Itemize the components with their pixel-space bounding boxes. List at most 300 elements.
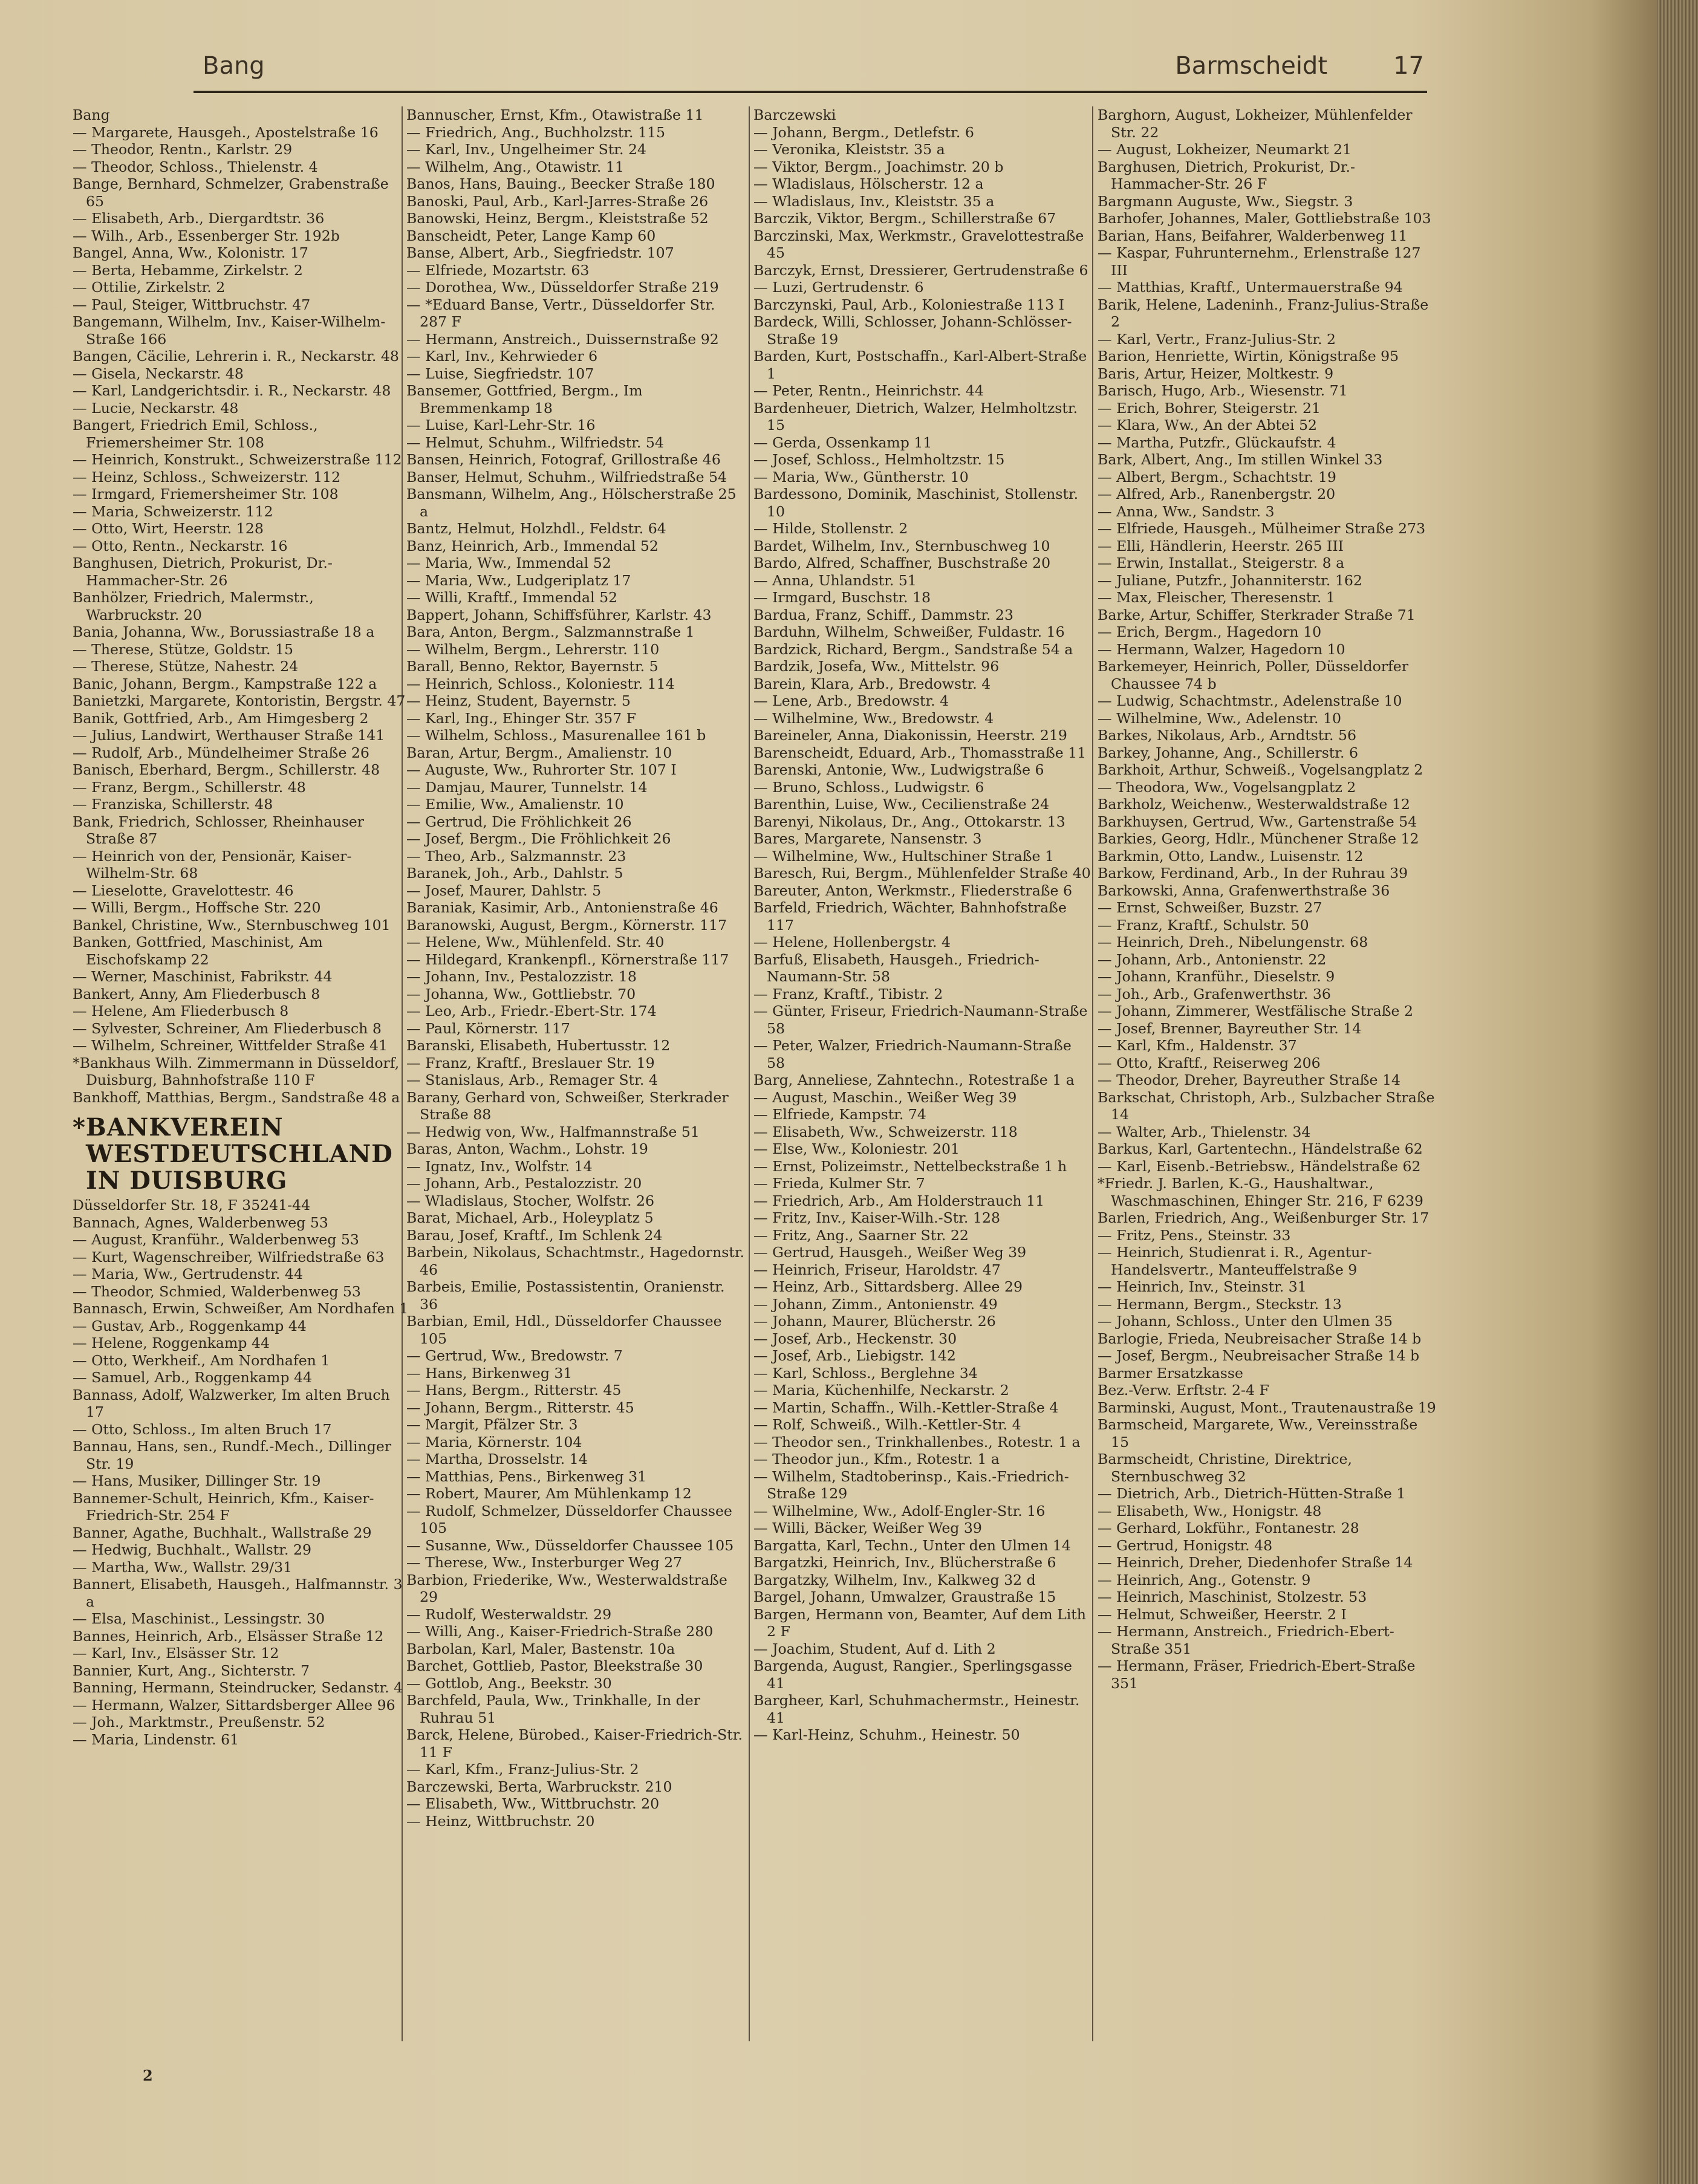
- directory-entry: — August, Kranführ., Walderbenweg 53: [73, 1231, 359, 1248]
- directory-entry: — *Eduard Banse, Vertr., Düsseldorfer Str. 287 F: [406, 296, 715, 330]
- directory-entry: Barkschat, Christoph, Arb., Sulzbacher Straße 14: [1098, 1088, 1435, 1123]
- directory-entry: — Heinrich, Maschinist, Stolzestr. 53: [1098, 1588, 1367, 1605]
- directory-entry: Bangert, Friedrich Emil, Schloss., Friemersheimer Str. 108: [73, 417, 318, 451]
- directory-entry: Bareineler, Anna, Diakonissin, Heerstr. 219: [753, 727, 1067, 744]
- directory-entry: — Erich, Bergm., Hagedorn 10: [1098, 623, 1322, 640]
- directory-entry: — Wilhelmine, Ww., Bredowstr. 4: [753, 709, 994, 727]
- directory-entry: — Anna, Uhlandstr. 51: [753, 571, 917, 589]
- directory-entry: — Heinrich, Dreh., Nibelungenstr. 68: [1098, 934, 1368, 951]
- directory-entry: — Werner, Maschinist, Fabrikstr. 44: [73, 968, 333, 985]
- directory-entry: — August, Lokheizer, Neumarkt 21: [1098, 141, 1352, 158]
- directory-entry: — Maria, Lindenstr. 61: [73, 1731, 239, 1748]
- directory-entry: — Karl-Heinz, Schuhm., Heinestr. 50: [753, 1726, 1020, 1743]
- directory-entry: — Elfriede, Kampstr. 74: [753, 1106, 926, 1123]
- directory-entry: — Hilde, Stollenstr. 2: [753, 520, 908, 537]
- directory-entry: Banse, Albert, Arb., Siegfriedstr. 107: [406, 244, 674, 261]
- directory-entry: — Ernst, Polizeimstr., Nettelbeckstraße 1 h: [753, 1157, 1067, 1175]
- directory-entry: Barkowski, Anna, Grafenwerthstraße 36: [1098, 882, 1390, 899]
- directory-entry: Bangen, Cäcilie, Lehrerin i. R., Neckarstr. 48: [73, 348, 399, 365]
- directory-entry: — Margit, Pfälzer Str. 3: [406, 1416, 578, 1433]
- directory-entry: — Karl, Inv., Kehrwieder 6: [406, 348, 598, 365]
- directory-entry: — Gertrud, Ww., Bredowstr. 7: [406, 1347, 623, 1364]
- directory-entry: — Willi, Bergm., Hoffsche Str. 220: [73, 899, 321, 916]
- directory-entry: Bargatzky, Wilhelm, Inv., Kalkweg 32 d: [753, 1571, 1036, 1588]
- directory-entry: Bargel, Johann, Umwalzer, Graustraße 15: [753, 1588, 1056, 1605]
- directory-entry: Baranski, Elisabeth, Hubertusstr. 12: [406, 1037, 671, 1054]
- directory-entry: Bardo, Alfred, Schaffner, Buschstraße 20: [753, 554, 1051, 571]
- directory-entry: Barghorn, August, Lokheizer, Mühlenfelder Str. 22: [1098, 106, 1413, 141]
- directory-entry: Banietzki, Margarete, Kontoristin, Bergstr. 47: [73, 692, 406, 709]
- directory-entry: — Maria, Ww., Immendal 52: [406, 554, 611, 571]
- directory-entry: — Martha, Drosselstr. 14: [406, 1451, 588, 1467]
- directory-entry: — Elsa, Maschinist., Lessingstr. 30: [73, 1610, 325, 1627]
- column-1: [73, 106, 411, 2059]
- directory-entry: — Hedwig, Buchhalt., Wallstr. 29: [73, 1541, 311, 1558]
- directory-entry: — August, Maschin., Weißer Weg 39: [753, 1088, 1017, 1106]
- directory-entry: Bansmann, Wilhelm, Ang., Hölscherstraße 25 a: [406, 486, 737, 520]
- directory-entry: Bares, Margarete, Nansenstr. 3: [753, 830, 982, 847]
- directory-entry: — Wladislaus, Hölscherstr. 12 a: [753, 175, 984, 192]
- directory-entry: — Wilhelm, Stadtoberinsp., Kais.-Friedrich-Straße 129: [753, 1467, 1069, 1502]
- directory-entry: Bardet, Wilhelm, Inv., Sternbuschweg 10: [753, 537, 1050, 554]
- directory-entry: Barczewski: [753, 106, 836, 123]
- directory-entry: Barbolan, Karl, Maler, Bastenstr. 10a: [406, 1640, 675, 1657]
- directory-entry: Banghusen, Dietrich, Prokurist, Dr.-Hammacher-Str. 26: [73, 554, 333, 589]
- directory-entry: Banken, Gottfried, Maschinist, Am Eischofskamp 22: [73, 934, 323, 968]
- directory-entry: — Susanne, Ww., Düsseldorfer Chaussee 105: [406, 1536, 734, 1554]
- directory-entry: Barlen, Friedrich, Ang., Weißenburger Str. 17: [1098, 1209, 1430, 1226]
- directory-entry: — Gerda, Ossenkamp 11: [753, 434, 932, 451]
- directory-entry: Barkes, Nikolaus, Arb., Arndtstr. 56: [1098, 727, 1356, 744]
- directory-entry: — Theodor, Rentn., Karlstr. 29: [73, 141, 293, 158]
- directory-entry: — Hermann, Anstreich., Duissernstraße 92: [406, 330, 719, 348]
- directory-entry: — Peter, Rentn., Heinrichstr. 44: [753, 382, 984, 399]
- directory-entry: — Johann, Zimm., Antonienstr. 49: [753, 1295, 998, 1313]
- directory-entry: Bansen, Heinrich, Fotograf, Grillostraße 46: [406, 451, 721, 468]
- directory-entry: — Robert, Maurer, Am Mühlenkamp 12: [406, 1485, 692, 1502]
- directory-entry: — Heinrich, Studienrat i. R., Agentur-Handelsvertr., Manteuffelstraße 9: [1098, 1244, 1372, 1278]
- directory-entry: — Irmgard, Friemersheimer Str. 108: [73, 486, 339, 502]
- directory-entry: — Helene, Ww., Mühlenfeld. Str. 40: [406, 934, 665, 951]
- directory-entry: Bargatta, Karl, Techn., Unter den Ulmen 14: [753, 1536, 1071, 1554]
- directory-entry: Bargenda, August, Rangier., Sperlingsgasse 41: [753, 1657, 1072, 1692]
- directory-entry: — Gertrud, Hausgeh., Weißer Weg 39: [753, 1244, 1027, 1261]
- directory-entry: — Maria, Körnerstr. 104: [406, 1433, 582, 1451]
- directory-entry: Barduhn, Wilhelm, Schweißer, Fuldastr. 16: [753, 623, 1065, 640]
- directory-entry: Baranowski, August, Bergm., Körnerstr. 117: [406, 916, 727, 934]
- directory-entry: Düsseldorfer Str. 18, F 35241-44: [73, 1197, 311, 1214]
- directory-entry: — Friedrich, Ang., Buchholzstr. 115: [406, 123, 666, 141]
- header-last-name: Barmscheidt: [1175, 52, 1327, 80]
- directory-entry: Barbeis, Emilie, Postassistentin, Oranienstr. 36: [406, 1278, 725, 1313]
- directory-entry: Bannert, Elisabeth, Hausgeh., Halfmannstr. 3 a: [73, 1576, 403, 1610]
- directory-entry: Barden, Kurt, Postschaffn., Karl-Albert-Straße 1: [753, 348, 1087, 382]
- directory-entry: — Alfred, Arb., Ranenbergstr. 20: [1098, 486, 1336, 502]
- directory-entry: — Martha, Ww., Wallstr. 29/31: [73, 1558, 293, 1576]
- directory-entry: — Rudolf, Westerwaldstr. 29: [406, 1605, 612, 1623]
- directory-entry: — Therese, Stütze, Nahestr. 24: [73, 658, 299, 675]
- directory-entry: — Günter, Friseur, Friedrich-Naumann-Straße 58: [753, 1003, 1088, 1037]
- directory-entry: — Hedwig von, Ww., Halfmannstraße 51: [406, 1123, 700, 1140]
- directory-entry: Bang: [73, 106, 110, 123]
- directory-entry: — Dietrich, Arb., Dietrich-Hütten-Straße 1: [1098, 1485, 1406, 1502]
- directory-entry: — Heinrich, Inv., Steinstr. 31: [1098, 1278, 1307, 1295]
- directory-entry: Baris, Artur, Heizer, Moltkestr. 9: [1098, 365, 1334, 382]
- directory-entry: — Heinrich, Friseur, Haroldstr. 47: [753, 1261, 1001, 1278]
- directory-entry: — Wladislaus, Stocher, Wolfstr. 26: [406, 1192, 654, 1209]
- directory-entry: — Elfriede, Mozartstr. 63: [406, 261, 590, 279]
- directory-entry: — Heinz, Wittbruchstr. 20: [406, 1812, 595, 1830]
- directory-entry: *Bankhaus Wilh. Zimmermann in Düsseldorf, Duisburg, Bahnhofstraße 110 F: [73, 1054, 400, 1088]
- directory-entry: — Karl, Inv., Elsässer Str. 12: [73, 1645, 279, 1662]
- directory-entry: — Wladislaus, Inv., Kleiststr. 35 a: [753, 192, 995, 210]
- directory-entry: — Elisabeth, Arb., Diergardtstr. 36: [73, 210, 325, 227]
- directory-entry: — Bruno, Schloss., Ludwigstr. 6: [753, 778, 984, 796]
- directory-entry: Banic, Johann, Bergm., Kampstraße 122 a: [73, 675, 377, 692]
- directory-entry: — Therese, Ww., Insterburger Weg 27: [406, 1554, 683, 1571]
- page-header: [203, 48, 1424, 87]
- directory-entry: Bardua, Franz, Schiff., Dammstr. 23: [753, 606, 1013, 623]
- directory-entry: — Karl, Landgerichtsdir. i. R., Neckarstr. 48: [73, 382, 391, 399]
- directory-entry: — Juliane, Putzfr., Johanniterstr. 162: [1098, 571, 1362, 589]
- directory-entry: — Klara, Ww., An der Abtei 52: [1098, 417, 1318, 434]
- directory-entry: — Josef, Brenner, Bayreuther Str. 14: [1098, 1019, 1362, 1037]
- directory-entry: Bargmann Auguste, Ww., Siegstr. 3: [1098, 192, 1353, 210]
- directory-entry: — Gottlob, Ang., Beekstr. 30: [406, 1674, 612, 1692]
- directory-entry: Barian, Hans, Beifahrer, Walderbenweg 11: [1098, 227, 1408, 244]
- directory-entry: Bannuscher, Ernst, Kfm., Otawistraße 11: [406, 106, 704, 123]
- directory-entry: — Peter, Walzer, Friedrich-Naumann-Straße 58: [753, 1037, 1072, 1071]
- directory-entry: — Karl, Ing., Ehinger Str. 357 F: [406, 709, 636, 727]
- directory-entry: — Rudolf, Arb., Mündelheimer Straße 26: [73, 744, 369, 761]
- directory-entry: — Ottilie, Zirkelstr. 2: [73, 279, 226, 296]
- directory-entry: — Walter, Arb., Thielenstr. 34: [1098, 1123, 1311, 1140]
- column-4: [1098, 106, 1436, 2059]
- directory-entry: — Maria, Küchenhilfe, Neckarstr. 2: [753, 1382, 1009, 1399]
- directory-entry: — Maria, Ww., Güntherstr. 10: [753, 468, 969, 486]
- directory-entry: — Helene, Hollenbergstr. 4: [753, 934, 951, 951]
- directory-entry: Baresch, Rui, Bergm., Mühlenfelder Straße 40: [753, 865, 1091, 882]
- directory-entry: — Otto, Wirt, Heerstr. 128: [73, 520, 264, 537]
- advertisement-heading: *BANKVEREIN WESTDEUTSCHLAND IN DUISBURG: [73, 1113, 393, 1195]
- directory-entry: Barchet, Gottlieb, Pastor, Bleekstraße 30: [406, 1657, 703, 1674]
- directory-entry: — Luise, Siegfriedstr. 107: [406, 365, 594, 382]
- directory-entry: — Josef, Arb., Heckenstr. 30: [753, 1330, 957, 1347]
- directory-entry: Barfeld, Friedrich, Wächter, Bahnhofstraße 117: [753, 899, 1067, 934]
- directory-entry: — Wilhelmine, Ww., Adelenstr. 10: [1098, 709, 1342, 727]
- directory-entry: — Julius, Landwirt, Werthauser Straße 141: [73, 727, 385, 744]
- directory-entry: Baraniak, Kasimir, Arb., Antonienstraße 46: [406, 899, 718, 916]
- book-edge: [1657, 0, 1698, 2184]
- directory-entry: — Karl, Schloss., Berglehne 34: [753, 1364, 978, 1382]
- directory-entry: — Theodor jun., Kfm., Rotestr. 1 a: [753, 1451, 1000, 1467]
- directory-entry: Barenski, Antonie, Ww., Ludwigstraße 6: [753, 761, 1044, 778]
- directory-entry: — Karl, Kfm., Franz-Julius-Str. 2: [406, 1761, 639, 1778]
- directory-entry: — Fritz, Inv., Kaiser-Wilh.-Str. 128: [753, 1209, 1000, 1226]
- directory-entry: — Willi, Kraftf., Immendal 52: [406, 589, 618, 606]
- directory-entry: Bez.-Verw. Erftstr. 2-4 F: [1098, 1382, 1269, 1399]
- directory-entry: Baran, Artur, Bergm., Amalienstr. 10: [406, 744, 672, 761]
- directory-entry: Barisch, Hugo, Arb., Wiesenstr. 71: [1098, 382, 1348, 399]
- directory-entry: Barall, Benno, Rektor, Bayernstr. 5: [406, 658, 659, 675]
- directory-entry: *Friedr. J. Barlen, K.-G., Haushaltwar., Waschmaschinen, Ehinger Str. 216, F 6239: [1098, 1175, 1423, 1209]
- directory-entry: — Johann, Kranführ., Dieselstr. 9: [1098, 968, 1335, 985]
- directory-entry: Bardeck, Willi, Schlosser, Johann-Schlösser-Straße 19: [753, 313, 1072, 348]
- directory-entry: Banos, Hans, Bauing., Beecker Straße 180: [406, 175, 715, 192]
- directory-entry: Barmscheid, Margarete, Ww., Vereinsstraße 15: [1098, 1416, 1418, 1451]
- directory-entry: Bannes, Heinrich, Arb., Elsässer Straße 12: [73, 1627, 384, 1645]
- directory-entry: — Heinrich, Ang., Gotenstr. 9: [1098, 1571, 1311, 1588]
- directory-entry: — Hans, Birkenweg 31: [406, 1364, 573, 1382]
- directory-entry: Barenscheidt, Eduard, Arb., Thomasstraße 11: [753, 744, 1087, 761]
- directory-entry: — Theodor, Schloss., Thielenstr. 4: [73, 158, 318, 175]
- directory-entry: — Ludwig, Schachtmstr., Adelenstraße 10: [1098, 692, 1402, 709]
- directory-entry: Bannach, Agnes, Walderbenweg 53: [73, 1214, 328, 1231]
- directory-entry: Bangemann, Wilhelm, Inv., Kaiser-Wilhelm-Straße 166: [73, 313, 386, 348]
- sheet-signature: 2: [143, 2067, 153, 2084]
- directory-entry: — Gerhard, Lokführ., Fontanestr. 28: [1098, 1519, 1359, 1536]
- directory-entry: — Karl, Eisenb.-Betriebsw., Händelstraße 62: [1098, 1157, 1421, 1175]
- directory-entry: — Joh., Arb., Grafenwerthstr. 36: [1098, 985, 1331, 1003]
- directory-entry: Barenthin, Luise, Ww., Cecilienstraße 24: [753, 796, 1050, 813]
- directory-entry: — Joachim, Student, Auf d. Lith 2: [753, 1640, 996, 1657]
- directory-entry: Barein, Klara, Arb., Bredowstr. 4: [753, 675, 991, 692]
- directory-entry: — Johann, Schloss., Unter den Ulmen 35: [1098, 1313, 1393, 1330]
- directory-entry: — Heinz, Arb., Sittardsberg. Allee 29: [753, 1278, 1023, 1295]
- directory-entry: — Kurt, Wagenschreiber, Wilfriedstraße 63: [73, 1248, 385, 1266]
- directory-entry: Barkemeyer, Heinrich, Poller, Düsseldorfer Chaussee 74 b: [1098, 658, 1409, 692]
- directory-entry: — Maria, Ww., Gertrudenstr. 44: [73, 1266, 303, 1282]
- directory-entry: — Heinz, Student, Bayernstr. 5: [406, 692, 631, 709]
- directory-entry: Bantz, Helmut, Holzhdl., Feldstr. 64: [406, 520, 666, 537]
- directory-entry: Barczynski, Paul, Arb., Koloniestraße 113 I: [753, 296, 1065, 313]
- directory-entry: — Gertrud, Honigstr. 48: [1098, 1536, 1273, 1554]
- directory-entry: Bardzick, Richard, Bergm., Sandstraße 54 a: [753, 640, 1073, 658]
- directory-entry: Banser, Helmut, Schuhm., Wilfriedstraße 54: [406, 468, 727, 486]
- directory-entry: Bannasch, Erwin, Schweißer, Am Nordhafen 1: [73, 1300, 409, 1317]
- directory-entry: — Franz, Kraftf., Breslauer Str. 19: [406, 1054, 655, 1071]
- directory-entry: — Heinrich, Konstrukt., Schweizerstraße 112: [73, 451, 402, 468]
- directory-entry: — Damjau, Maurer, Tunnelstr. 14: [406, 778, 648, 796]
- directory-entry: Bappert, Johann, Schiffsführer, Karlstr. 43: [406, 606, 712, 623]
- directory-entry: — Lucie, Neckarstr. 48: [73, 399, 239, 417]
- directory-entry: Banoski, Paul, Arb., Karl-Jarres-Straße 26: [406, 192, 709, 210]
- directory-entry: — Maria, Ww., Ludgeriplatz 17: [406, 571, 631, 589]
- directory-entry: Barlogie, Frieda, Neubreisacher Straße 14 b: [1098, 1330, 1422, 1347]
- directory-entry: Bark, Albert, Ang., Im stillen Winkel 33: [1098, 451, 1383, 468]
- directory-entry: — Kaspar, Fuhrunternehm., Erlenstraße 127 III: [1098, 244, 1421, 279]
- directory-entry: — Hermann, Bergm., Steckstr. 13: [1098, 1295, 1342, 1313]
- directory-entry: Banhölzer, Friedrich, Malermstr., Warbruckstr. 20: [73, 589, 314, 623]
- directory-entry: — Otto, Schloss., Im alten Bruch 17: [73, 1420, 332, 1438]
- directory-entry: — Max, Fleischer, Theresenstr. 1: [1098, 589, 1335, 606]
- directory-entry: — Johann, Zimmerer, Westfälische Straße 2: [1098, 1003, 1413, 1019]
- directory-entry: — Paul, Körnerstr. 117: [406, 1019, 570, 1037]
- directory-entry: Banner, Agathe, Buchhalt., Wallstraße 29: [73, 1524, 372, 1541]
- directory-entry: Bargatzki, Heinrich, Inv., Blücherstraße 6: [753, 1554, 1056, 1571]
- directory-entry: Bannass, Adolf, Walzwerker, Im alten Bruch 17: [73, 1386, 390, 1420]
- directory-entry: — Wilh., Arb., Essenberger Str. 192b: [73, 227, 340, 244]
- directory-entry: — Lieselotte, Gravelottestr. 46: [73, 882, 294, 899]
- directory-entry: — Otto, Werkheif., Am Nordhafen 1: [73, 1351, 330, 1369]
- directory-entry: — Johanna, Ww., Gottliebstr. 70: [406, 985, 636, 1003]
- directory-entry: — Theo, Arb., Salzmannstr. 23: [406, 847, 626, 865]
- directory-entry: — Theodor, Schmied, Walderbenweg 53: [73, 1282, 361, 1300]
- directory-entry: — Willi, Bäcker, Weißer Weg 39: [753, 1519, 982, 1536]
- directory-entry: Banz, Heinrich, Arb., Immendal 52: [406, 537, 659, 554]
- directory-entry: — Heinz, Schloss., Schweizerstr. 112: [73, 468, 341, 486]
- directory-entry: — Stanislaus, Arb., Remager Str. 4: [406, 1071, 658, 1088]
- directory-entry: Barczyk, Ernst, Dressierer, Gertrudenstraße 6: [753, 261, 1088, 279]
- directory-entry: — Lene, Arb., Bredowstr. 4: [753, 692, 949, 709]
- directory-entry: Barion, Henriette, Wirtin, Königstraße 95: [1098, 348, 1399, 365]
- directory-entry: Banisch, Eberhard, Bergm., Schillerstr. 48: [73, 761, 380, 778]
- directory-entry: — Willi, Ang., Kaiser-Friedrich-Straße 280: [406, 1623, 714, 1640]
- directory-entry: Bankhoff, Matthias, Bergm., Sandstraße 48 a: [73, 1088, 400, 1106]
- directory-entry: Barkies, Georg, Hdlr., Münchener Straße 12: [1098, 830, 1419, 847]
- directory-entry: — Ignatz, Inv., Wolfstr. 14: [406, 1157, 593, 1175]
- directory-entry: — Hermann, Fräser, Friedrich-Ebert-Straße 351: [1098, 1657, 1416, 1692]
- directory-entry: — Fritz, Ang., Saarner Str. 22: [753, 1226, 969, 1244]
- directory-entry: — Franz, Kraftf., Tibistr. 2: [753, 985, 943, 1003]
- directory-entry: — Gustav, Arb., Roggenkamp 44: [73, 1317, 307, 1334]
- directory-entry: — Josef, Maurer, Dahlstr. 5: [406, 882, 602, 899]
- directory-entry: — Johann, Arb., Pestalozzistr. 20: [406, 1175, 642, 1192]
- directory-entry: — Erich, Bohrer, Steigerstr. 21: [1098, 399, 1321, 417]
- directory-entry: Barbian, Emil, Hdl., Düsseldorfer Chaussee 105: [406, 1313, 722, 1347]
- directory-entry: Barke, Artur, Schiffer, Sterkrader Straße 71: [1098, 606, 1416, 623]
- directory-entry: — Helmut, Schweißer, Heerstr. 2 I: [1098, 1605, 1347, 1623]
- directory-entry: — Josef, Bergm., Die Fröhlichkeit 26: [406, 830, 671, 847]
- directory-entry: Barat, Michael, Arb., Holeyplatz 5: [406, 1209, 654, 1226]
- directory-entry: — Veronika, Kleiststr. 35 a: [753, 141, 945, 158]
- directory-entry: Bara, Anton, Bergm., Salzmannstraße 1: [406, 623, 695, 640]
- directory-entry: Baranek, Joh., Arb., Dahlstr. 5: [406, 865, 623, 882]
- directory-entry: Barczik, Viktor, Bergm., Schillerstraße 67: [753, 210, 1056, 227]
- directory-entry: — Heinrich, Schloss., Koloniestr. 114: [406, 675, 675, 692]
- directory-entry: — Franz, Kraftf., Schulstr. 50: [1098, 916, 1309, 934]
- directory-entry: — Rolf, Schweiß., Wilh.-Kettler-Str. 4: [753, 1416, 1021, 1433]
- directory-entry: — Sylvester, Schreiner, Am Fliederbusch 8: [73, 1019, 382, 1037]
- directory-entry: — Johann, Bergm., Detlefstr. 6: [753, 123, 974, 141]
- directory-entry: — Viktor, Bergm., Joachimstr. 20 b: [753, 158, 1004, 175]
- directory-entry: — Theodor sen., Trinkhallenbes., Rotestr. 1 a: [753, 1433, 1081, 1451]
- directory-entry: Barkus, Karl, Gartentechn., Händelstraße 62: [1098, 1140, 1423, 1157]
- directory-entry: — Wilhelm, Ang., Otawistr. 11: [406, 158, 624, 175]
- directory-entry: Barhofer, Johannes, Maler, Gottliebstraße 103: [1098, 210, 1431, 227]
- directory-entry: Bansemer, Gottfried, Bergm., Im Bremmenkamp 18: [406, 382, 643, 417]
- directory-entry: — Albert, Bergm., Schachtstr. 19: [1098, 468, 1336, 486]
- directory-entry: Bargen, Hermann von, Beamter, Auf dem Lith 2 F: [753, 1605, 1086, 1640]
- column-divider: [749, 106, 750, 2041]
- header-rule: [194, 91, 1427, 93]
- directory-entry: Barghusen, Dietrich, Prokurist, Dr.-Hammacher-Str. 26 F: [1098, 158, 1355, 192]
- directory-entry: — Hildegard, Krankenpfl., Körnerstraße 117: [406, 951, 729, 968]
- directory-entry: — Martha, Putzfr., Glückaufstr. 4: [1098, 434, 1336, 451]
- directory-entry: Barczinski, Max, Werkmstr., Gravelottestraße 45: [753, 227, 1084, 261]
- directory-entry: — Helene, Roggenkamp 44: [73, 1334, 270, 1351]
- directory-entry: Barenyi, Nikolaus, Dr., Ang., Ottokarstr. 13: [753, 813, 1065, 830]
- directory-entry: — Helene, Am Fliederbusch 8: [73, 1003, 289, 1019]
- directory-entry: — Erwin, Installat., Steigerstr. 8 a: [1098, 554, 1345, 571]
- directory-entry: — Helmut, Schuhm., Wilfriedstr. 54: [406, 434, 664, 451]
- directory-entry: Barg, Anneliese, Zahntechn., Rotestraße 1 a: [753, 1071, 1075, 1088]
- directory-entry: — Luzi, Gertrudenstr. 6: [753, 279, 924, 296]
- directory-entry: — Elisabeth, Ww., Wittbruchstr. 20: [406, 1795, 660, 1812]
- directory-entry: — Heinrich, Dreher, Diedenhofer Straße 14: [1098, 1554, 1413, 1571]
- directory-entry: — Berta, Hebamme, Zirkelstr. 2: [73, 261, 303, 279]
- column-divider: [1092, 106, 1093, 2041]
- directory-entry: Baras, Anton, Wachm., Lohstr. 19: [406, 1140, 648, 1157]
- directory-entry: Barck, Helene, Bürobed., Kaiser-Friedrich-Str. 11 F: [406, 1726, 743, 1761]
- directory-entry: — Wilhelm, Schreiner, Wittfelder Straße 41: [73, 1037, 388, 1054]
- directory-entry: — Karl, Kfm., Haldenstr. 37: [1098, 1037, 1297, 1054]
- directory-entry: — Karl, Inv., Ungelheimer Str. 24: [406, 141, 647, 158]
- directory-entry: Bannier, Kurt, Ang., Sichterstr. 7: [73, 1662, 310, 1679]
- directory-entry: — Therese, Stütze, Goldstr. 15: [73, 640, 294, 658]
- directory-entry: Barkholz, Weichenw., Westerwaldstraße 12: [1098, 796, 1410, 813]
- page-number: 17: [1393, 52, 1424, 80]
- directory-entry: — Emilie, Ww., Amalienstr. 10: [406, 796, 624, 813]
- directory-entry: — Franziska, Schillerstr. 48: [73, 796, 273, 813]
- directory-entry: Banowski, Heinz, Bergm., Kleiststraße 52: [406, 210, 709, 227]
- directory-entry: Bannau, Hans, sen., Rundf.-Mech., Dillinger Str. 19: [73, 1438, 392, 1472]
- directory-entry: — Karl, Vertr., Franz-Julius-Str. 2: [1098, 330, 1336, 348]
- directory-entry: Bannemer-Schult, Heinrich, Kfm., Kaiser-Friedrich-Str. 254 F: [73, 1489, 374, 1524]
- directory-entry: — Johann, Inv., Pestalozzistr. 18: [406, 968, 637, 985]
- directory-entry: Banning, Hermann, Steindrucker, Sedanstr. 4: [73, 1679, 403, 1696]
- directory-entry: — Else, Ww., Koloniestr. 201: [753, 1140, 960, 1157]
- directory-entry: Bardzik, Josefa, Ww., Mittelstr. 96: [753, 658, 1000, 675]
- directory-entry: Barik, Helene, Ladeninh., Franz-Julius-Straße 2: [1098, 296, 1429, 330]
- directory-entry: — Wilhelmine, Ww., Adolf-Engler-Str. 16: [753, 1502, 1046, 1519]
- directory-entry: — Josef, Arb., Liebigstr. 142: [753, 1347, 956, 1364]
- directory-entry: Barminski, August, Mont., Trautenaustraße 19: [1098, 1399, 1436, 1416]
- directory-entry: — Heinrich von der, Pensionär, Kaiser-Wilhelm-Str. 68: [73, 847, 352, 882]
- directory-entry: Bangel, Anna, Ww., Kolonistr. 17: [73, 244, 308, 261]
- directory-entry: Barczewski, Berta, Warbruckstr. 210: [406, 1778, 672, 1795]
- directory-entry: Bange, Bernhard, Schmelzer, Grabenstraße 65: [73, 175, 389, 210]
- directory-entry: — Elisabeth, Ww., Schweizerstr. 118: [753, 1123, 1018, 1140]
- directory-entry: — Wilhelm, Bergm., Lehrerstr. 110: [406, 640, 660, 658]
- directory-entry: Barbein, Nikolaus, Schachtmstr., Hagedornstr. 46: [406, 1244, 745, 1278]
- directory-entry: — Johann, Bergm., Ritterstr. 45: [406, 1399, 634, 1416]
- directory-entry: — Martin, Schaffn., Wilh.-Kettler-Straße 4: [753, 1399, 1059, 1416]
- directory-entry: — Elli, Händlerin, Heerstr. 265 III: [1098, 537, 1344, 554]
- directory-entry: — Dorothea, Ww., Düsseldorfer Straße 219: [406, 279, 719, 296]
- directory-entry: — Theodora, Ww., Vogelsangplatz 2: [1098, 778, 1356, 796]
- directory-entry: — Josef, Bergm., Neubreisacher Straße 14 b: [1098, 1347, 1420, 1364]
- directory-entry: — Irmgard, Buschstr. 18: [753, 589, 931, 606]
- directory-entry: Bankel, Christine, Ww., Sternbuschweg 101: [73, 916, 391, 934]
- directory-entry: Banscheidt, Peter, Lange Kamp 60: [406, 227, 656, 244]
- directory-entry: — Hans, Musiker, Dillinger Str. 19: [73, 1472, 321, 1489]
- directory-entry: — Theodor, Dreher, Bayreuther Straße 14: [1098, 1071, 1401, 1088]
- directory-entry: Barmer Ersatzkasse: [1098, 1364, 1243, 1382]
- directory-entry: — Wilhelmine, Ww., Hultschiner Straße 1: [753, 847, 1054, 865]
- directory-entry: — Frieda, Kulmer Str. 7: [753, 1175, 925, 1192]
- column-3: [753, 106, 1092, 2059]
- directory-entry: — Luise, Karl-Lehr-Str. 16: [406, 417, 596, 434]
- directory-entry: — Elisabeth, Ww., Honigstr. 48: [1098, 1502, 1322, 1519]
- directory-entry: — Auguste, Ww., Ruhrorter Str. 107 I: [406, 761, 677, 778]
- directory-entry: — Maria, Schweizerstr. 112: [73, 502, 273, 520]
- directory-entry: Bardessono, Dominik, Maschinist, Stollenstr. 10: [753, 486, 1079, 520]
- directory-entry: — Anna, Ww., Sandstr. 3: [1098, 502, 1275, 520]
- directory-entry: Bareuter, Anton, Werkmstr., Fliederstraße 6: [753, 882, 1073, 899]
- directory-entry: — Hermann, Anstreich., Friedrich-Ebert-Straße 351: [1098, 1623, 1394, 1657]
- directory-entry: — Margarete, Hausgeh., Apostelstraße 16: [73, 123, 379, 141]
